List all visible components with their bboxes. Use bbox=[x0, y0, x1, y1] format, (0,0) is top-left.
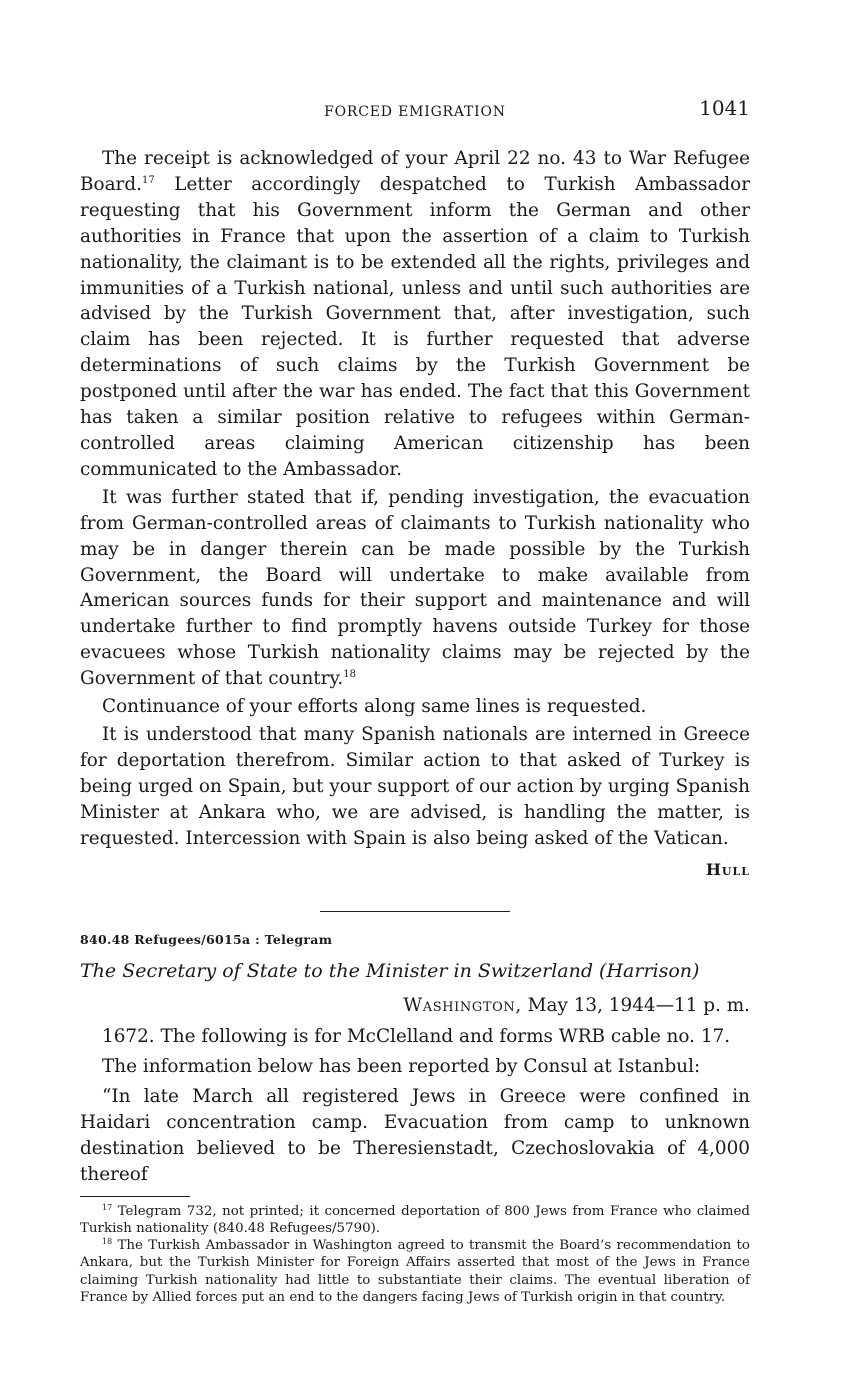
page-number: 1041 bbox=[699, 96, 750, 120]
letter-body bbox=[80, 146, 750, 883]
footnote-17-text: Telegram 732, not printed; it concerned deportation of 800 Jews from France who claimed Turkish nationality (840.48 Refugees/5790). bbox=[80, 1203, 750, 1237]
paragraph-receipt bbox=[80, 146, 750, 483]
telegram-paragraph-quote: “In late March all registered Jews in Greece were confined in Haidari concentration camp. Evacuation from camp to unknown destination believed to be Theresienstadt, Czechoslovakia of 4,000 thereof bbox=[80, 1086, 750, 1185]
running-header bbox=[80, 92, 750, 122]
file-reference: 840.48 Refugees/6015a : Telegram bbox=[80, 932, 333, 948]
section-divider bbox=[320, 911, 510, 912]
telegram-body bbox=[80, 1024, 750, 1187]
footnote-ref-17: 17 bbox=[141, 174, 155, 186]
paragraph-receipt-text-b: Letter accordingly despatched to Turkish Ambassador requesting that his Government inform the German and other authorities in France that upon the assertion of a claim to Turkish nationality, the claimant is to be extended all the rights, privileges and immunities of a Turkish national, unless and until such authorities are advised by the Turkish Government that, after investigation, such claim has been rejected. It is further requested that adverse determinations of such claims by the Turkish Government be postponed until after the war has ended. The fact that this Government has taken a similar position relative to refugees within German-controlled areas claiming American citizenship has been communicated to the Ambassador. bbox=[80, 173, 750, 480]
footnote-17 bbox=[80, 1203, 750, 1237]
footnote-18 bbox=[80, 1237, 750, 1306]
footnote-ref-18: 18 bbox=[343, 669, 357, 681]
telegram-paragraph-1672: 1672. The following is for McClelland and forms WRB cable no. 17. bbox=[102, 1026, 731, 1048]
footnote-divider bbox=[80, 1196, 190, 1197]
document-heading bbox=[80, 957, 750, 985]
document-page bbox=[80, 92, 750, 1306]
footnote-18-mark: 18 bbox=[102, 1237, 113, 1247]
dateline bbox=[80, 995, 750, 1016]
paragraph-continuance: Continuance of your efforts along same lines is requested. bbox=[102, 696, 647, 718]
document-heading-name: (Harrison) bbox=[599, 960, 700, 983]
signature: Hull bbox=[705, 860, 750, 880]
document-heading-title: The Secretary of State to the Minister in Switzerland bbox=[80, 960, 593, 983]
dateline-place: Washington, bbox=[403, 995, 522, 1017]
telegram-paragraph-information: The information below has been reported by Consul at Istanbul: bbox=[102, 1056, 701, 1078]
paragraph-evacuation-text: It was further stated that if, pending investigation, the evacuation from German-controlled areas of claimants to Turkish nationality who may be in danger therein can be made possible by the Turkish Government, the Board will undertake to make available from American sources funds for their support and maintenance and will undertake further to find promptly havens outside Turkey for those evacuees whose Turkish nationality claims may be rejected by the Government of that country. bbox=[80, 486, 750, 690]
footnote-18-text: The Turkish Ambassador in Washington agreed to transmit the Board’s recommendation to Ankara, but the Turkish Minister for Foreign Affairs asserted that most of the Jews in France claiming Turkish nationality had little to substantiate their claims. The eventual liberation of France by Allied forces put an end to the dangers facing Jews of Turkish origin in that country. bbox=[80, 1238, 750, 1305]
dateline-date: May 13, 1944—11 p. m. bbox=[521, 995, 750, 1017]
paragraph-receipt-text-a: The receipt is acknowledged of your April 22 no. 43 to War Refugee Board. bbox=[80, 148, 750, 195]
paragraph-spanish-nationals: It is understood that many Spanish nationals are interned in Greece for deportation therefrom. Similar action to that asked of Turkey is being urged on Spain, but your support of our action by urging Spanish Minister at Ankara who, we are advised, is handling the matter, is requested. Intercession with Spain is also being asked of the Vatican. bbox=[80, 723, 750, 849]
footnotes bbox=[80, 1203, 750, 1306]
paragraph-evacuation bbox=[80, 485, 750, 692]
running-title: FORCED EMIGRATION bbox=[324, 104, 506, 120]
footnote-17-mark: 17 bbox=[102, 1202, 113, 1212]
